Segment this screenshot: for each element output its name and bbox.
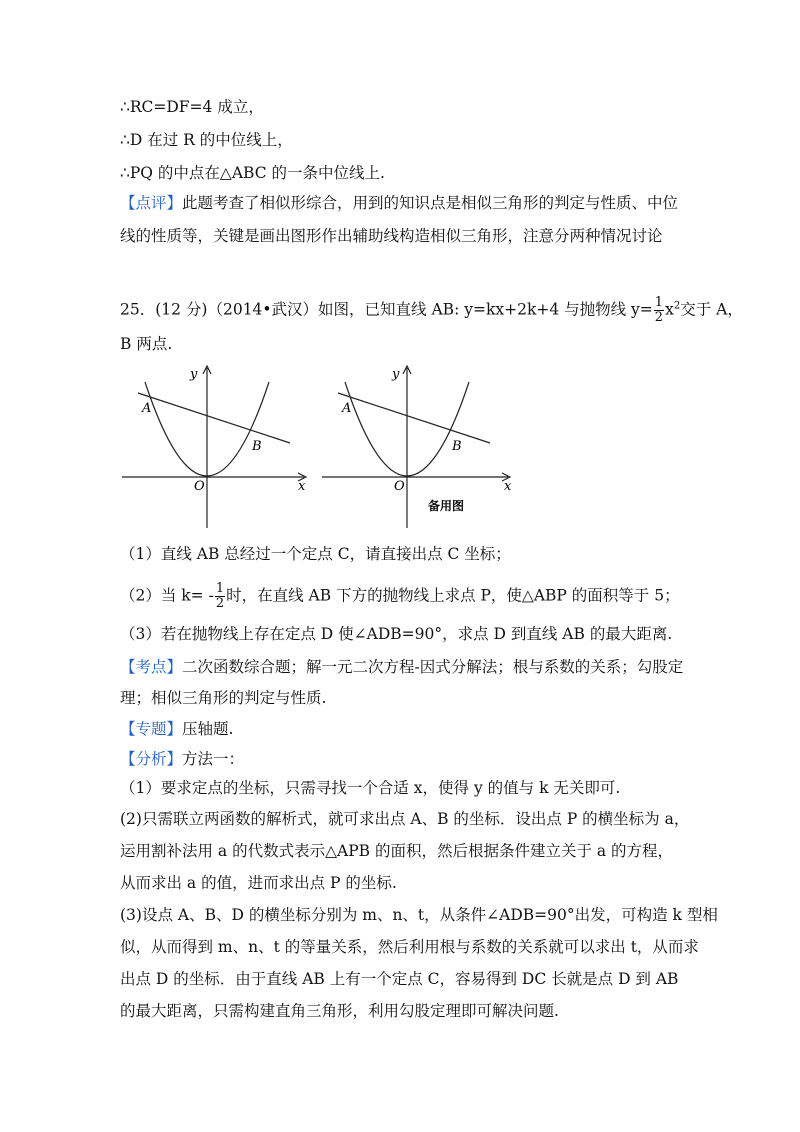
fraction-denominator: 2 (654, 310, 664, 325)
figure-1 (118, 362, 308, 532)
solution-line-1: ∴RC=DF=4 成立， (120, 98, 264, 116)
fraction-numerator: 1 (654, 295, 664, 310)
problem-line-2: B 两点. (120, 335, 173, 353)
fig2-origin-label: O (394, 479, 405, 494)
fig1-a-label: A (142, 401, 152, 416)
review-line-2: 线的性质等，关键是画出图形作出辅助线构造相似三角形，注意分两种情况讨论 (120, 227, 663, 245)
fig2-x-label: x (504, 479, 512, 494)
fig2-caption: 备用图 (428, 499, 465, 513)
zhuanti-text: 压轴题. (182, 720, 234, 738)
fenxi-item-5: (3)设点 A、B、D 的横坐标分别为 m、n、t，从条件∠ADB=90°出发，可构造 k 型相 (120, 906, 718, 924)
kaodian-text-1: 二次函数综合题；解一元二次方程-因式分解法；根与系数的关系；勾股定 (182, 658, 684, 676)
fig2-line-ab (338, 393, 490, 443)
fenxi-item-3: 运用割补法用 a 的代数式表示△APB 的面积，然后根据条件建立关于 a 的方程， (120, 842, 674, 860)
fig2-y-label: y (392, 367, 400, 382)
fig1-x-label: x (298, 479, 306, 494)
fenxi-text-1: 方法一： (182, 750, 245, 768)
fenxi-item-4: 从而求出 a 的值，进而求出点 P 的坐标. (120, 874, 397, 892)
q2-fraction-denominator: 2 (215, 596, 225, 611)
fenxi-line-1 (120, 748, 244, 770)
review-tag: 【点评】 (120, 194, 183, 212)
review-text-1: 此题考查了相似形综合，用到的知识点是相似三角形的判定与性质、中位 (182, 194, 679, 212)
q2-fraction (215, 582, 225, 611)
problem-suffix: 交于 A， (680, 300, 743, 319)
fenxi-item-7: 出点 D 的坐标．由于直线 AB 上有一个定点 C，容易得到 DC 长就是点 D 到 AB (120, 970, 679, 988)
q2-fraction-numerator: 1 (215, 581, 225, 596)
fig2-a-label: A (342, 401, 352, 416)
fenxi-item-6: 似，从而得到 m、n、t 的等量关系，然后利用根与系数的关系就可以求出 t，从而求 (120, 938, 699, 956)
fenxi-item-8: 的最大距离，只需构建直角三角形，利用勾股定理即可解决问题. (120, 1002, 559, 1020)
q2-prefix: （2）当 k= - (120, 586, 214, 605)
solution-line-3: ∴PQ 的中点在△ABC 的一条中位线上. (120, 164, 385, 182)
question-1: （1）直线 AB 总经过一个定点 C，请直接出点 C 坐标； (120, 545, 511, 563)
kaodian-line-2: 理；相似三角形的判定与性质. (120, 689, 327, 707)
q2-suffix: 时，在直线 AB 下方的抛物线上求点 P，使△ABP 的面积等于 5； (226, 586, 680, 605)
question-3: （3）若在抛物线上存在定点 D 使∠ADB=90°，求点 D 到直线 AB 的最大距离. (120, 625, 673, 643)
question-2 (120, 582, 680, 611)
problem-fraction (654, 296, 664, 325)
problem-prefix: 25．(12 分)（2014•武汉）如图，已知直线 AB: y=kx+2k+4 与抛物线 y= (120, 300, 653, 319)
problem-exponent: 2 (673, 300, 681, 312)
kaodian-line-1 (120, 656, 683, 678)
fenxi-item-2: (2)只需联立两函数的解析式，就可求出点 A、B 的坐标．设出点 P 的横坐标为 a， (120, 810, 690, 828)
fig2-b-label: B (452, 439, 462, 454)
review-line-1 (120, 192, 678, 214)
fig1-line-ab (138, 393, 290, 443)
zhuanti-tag: 【专题】 (120, 720, 183, 738)
fig1-origin-label: O (194, 479, 205, 494)
zhuanti-line (120, 718, 233, 740)
fenxi-item-1: （1）要求定点的坐标，只需寻找一个合适 x，使得 y 的值与 k 无关即可. (120, 779, 621, 797)
fig1-b-label: B (252, 439, 262, 454)
solution-line-2: ∴D 在过 R 的中位线上， (120, 131, 293, 149)
figure-2 (318, 362, 518, 532)
fig1-y-label: y (190, 367, 198, 382)
fenxi-tag: 【分析】 (120, 750, 183, 768)
problem-var: x (665, 300, 674, 319)
kaodian-tag: 【考点】 (120, 658, 183, 676)
problem-statement (120, 296, 743, 325)
